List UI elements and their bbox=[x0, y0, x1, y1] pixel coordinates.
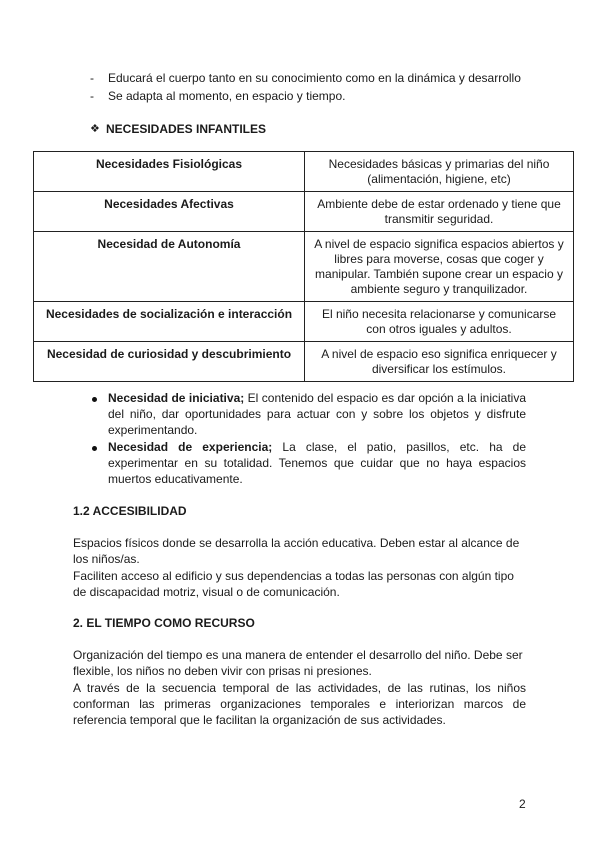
list-item: Educará el cuerpo tanto en su conocimiento como en la dinámica y desarrollo bbox=[108, 71, 521, 85]
bullet-item bbox=[108, 390, 526, 438]
bullet-text: La clase, el patio, pasillos, etc. ha de experimentar en su totalidad. Tenemos que cuidar que no haya espacios muertos educativamente. bbox=[108, 440, 527, 486]
bullet-dot-icon bbox=[92, 397, 97, 402]
bullet-term: Necesidad de experiencia; bbox=[108, 440, 273, 454]
section-heading-needs: NECESIDADES INFANTILES bbox=[106, 122, 267, 136]
table-cell-label: Necesidades Fisiológicas bbox=[34, 152, 305, 192]
list-item: Se adapta al momento, en espacio y tiempo. bbox=[108, 89, 346, 103]
list-dash: - bbox=[90, 89, 94, 103]
paragraph: Espacios físicos donde se desarrolla la acción educativa. Deben estar al alcance de los niños/as. bbox=[73, 536, 520, 566]
section-heading-accesibilidad: 1.2 ACCESIBILIDAD bbox=[73, 504, 187, 518]
table-row bbox=[34, 192, 574, 232]
table-row bbox=[34, 302, 574, 342]
table-cell-label: Necesidad de curiosidad y descubrimiento bbox=[34, 342, 305, 382]
bullet-text: El contenido del espacio es dar opción a la iniciativa del niño, dar oportunidades para actuar con y sobre los objetos y disfrute experimentando. bbox=[108, 391, 527, 437]
table-cell-desc: Ambiente debe de estar ordenado y tiene que transmitir seguridad. bbox=[305, 192, 574, 232]
paragraph: Faciliten acceso al edificio y sus dependencias a todas las personas con algún tipo de discapacidad motriz, visual o de comunicación. bbox=[73, 569, 514, 599]
needs-table bbox=[33, 151, 574, 382]
list-dash: - bbox=[90, 71, 94, 85]
table-cell-desc: A nivel de espacio eso significa enriquecer y diversificar los estímulos. bbox=[305, 342, 574, 382]
section-heading-tiempo: 2. EL TIEMPO COMO RECURSO bbox=[73, 616, 255, 630]
table-row bbox=[34, 152, 574, 192]
table-row bbox=[34, 342, 574, 382]
table-cell-label: Necesidades de socialización e interacción bbox=[34, 302, 305, 342]
table-row bbox=[34, 232, 574, 302]
table-cell-desc: El niño necesita relacionarse y comunicarse con otros iguales y adultos. bbox=[305, 302, 574, 342]
bullet-term: Necesidad de iniciativa; bbox=[108, 391, 245, 405]
paragraph: A través de la secuencia temporal de las actividades, de las rutinas, los niños conforman las primeras organizaciones temporales e interiorizan marcos de referencia temporal que le facilitan la organización de sus actividades. bbox=[73, 681, 526, 727]
table-cell-label: Necesidad de Autonomía bbox=[34, 232, 305, 302]
bullet-dot-icon bbox=[92, 446, 97, 451]
table-cell-desc: A nivel de espacio significa espacios abiertos y libres para moverse, cosas que coger y manipular. También supone crear un espacio y ambiente seguro y tranquilizador. bbox=[305, 232, 574, 302]
page-number: 2 bbox=[519, 797, 526, 811]
bullet-item bbox=[108, 439, 526, 487]
table-cell-label: Necesidades Afectivas bbox=[34, 192, 305, 232]
table-cell-desc: Necesidades básicas y primarias del niño (alimentación, higiene, etc) bbox=[305, 152, 574, 192]
paragraph: Organización del tiempo es una manera de entender el desarrollo del niño. Debe ser flexible, los niños no deben vivir con prisas ni presiones. bbox=[73, 648, 523, 678]
diamond-bullet-icon: ❖ bbox=[90, 123, 100, 135]
